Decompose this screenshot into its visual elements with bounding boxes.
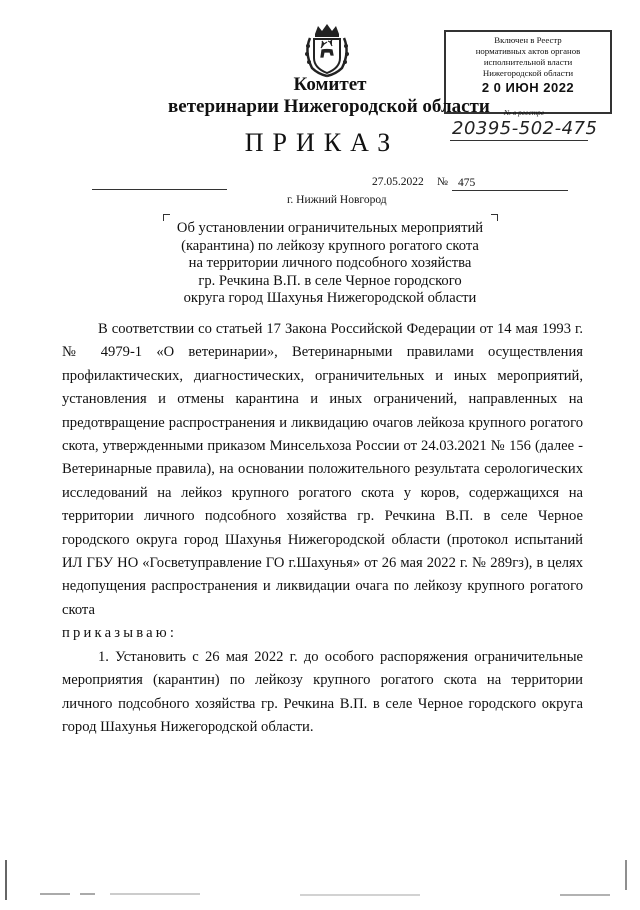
stamp-line-1: Включен в Реестр <box>494 35 562 45</box>
subject-line-1: Об установлении ограничительных мероприятий <box>176 220 484 236</box>
stamp-line-2: нормативных актов органов <box>475 46 581 56</box>
order-item-1: 1. Установить с 26 мая 2022 г. до особого распоряжения ограничительные мероприятия (карантин) по лейкозу крупного рогатого скота на территории личного подсобного хозяйства гр. Речкина В.П. в селе Черное городского округа город Шахунья Нижегородской области. <box>62 648 583 735</box>
stamp-registry-number: 20395-502-475 <box>452 118 598 139</box>
document-city: г. Нижний Новгород <box>287 194 387 206</box>
organization-name-line-1: Комитет <box>293 74 367 95</box>
organization-name-line-2: ветеринарии Нижегородской области <box>168 96 490 117</box>
order-word: приказываю: <box>62 625 178 642</box>
stamp-registry-label: № в реестре <box>504 108 545 117</box>
document-date: 27.05.2022 <box>372 176 424 188</box>
stamp-line-4: Нижегородской области <box>482 68 574 78</box>
preamble-paragraph: В соответствии со статьей 17 Закона Российской Федерации от 14 мая 1993 г. № 4979-1 «О ветеринарии», Ветеринарными правилами осуществления профилактических, диагностических, ограничительных и иных мероприятий, установления и отмены карантина и иных ограничений, направленных на предотвращение распространения и ликвидацию очагов лейкоза крупного рогатого скота, утвержденными приказом Минсельхоза России от 24.03.2021 № 156 (далее - Ветеринарные правила), на основании положительного результата серологических исследований на лейкоз крупного рогатого скота у коров, содержащихся на территории личного подсобного хозяйства гр. Речкина В.П. в селе Черное городского округа город Шахунья Нижегородской области (протокол испытаний ИЛ ГБУ НО «Госветуправление ГО г.Шахунья» от 26 мая 2022 г. № 289гз), в целях недопущения распространения и ликвидации очага по лейкозу крупного рогатого скота <box>62 321 583 618</box>
document-subject <box>140 220 520 308</box>
document-body <box>62 318 583 739</box>
subject-line-5: округа город Шахунья Нижегородской области <box>183 290 477 307</box>
document-number: 475 <box>452 176 568 191</box>
subject-line-4: гр. Речкина В.П. в селе Черное городского <box>198 272 462 289</box>
document-number-label: № <box>437 176 448 188</box>
stamp-date: 2 0 ИЮН 2022 <box>481 80 575 95</box>
coat-of-arms-icon <box>302 22 352 78</box>
subject-line-2: (карантина) по лейкозу крупного рогатого скота <box>181 237 479 254</box>
scan-artifacts <box>0 860 640 905</box>
subject-line-3: на территории личного подсобного хозяйства <box>188 255 472 272</box>
stamp-line-3: исполнительной власти <box>483 57 573 67</box>
document-title: ПРИКАЗ <box>244 128 400 157</box>
signature-date-blank <box>92 189 227 190</box>
